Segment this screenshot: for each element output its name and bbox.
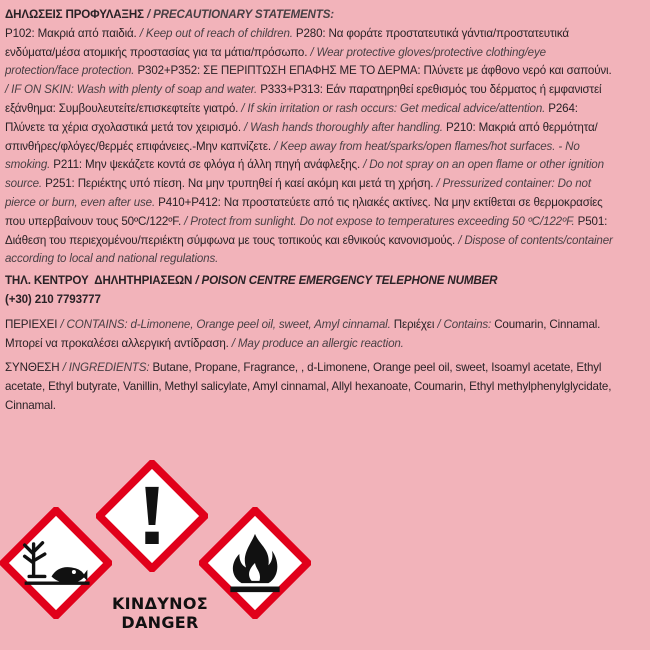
allergy-warning-en: / May produce an allergic reaction. (231, 336, 404, 350)
ingredients-section (5, 359, 617, 415)
statement-code: P102: (5, 26, 35, 40)
label-text-block (5, 6, 617, 416)
precautionary-section (5, 6, 617, 269)
statement-text-en: / Keep out of reach of children. (139, 26, 293, 40)
statement-text-gr: Εάν παρατηρηθεί ερεθισμός του δέρματος ή εμφανιστεί εξάνθημα: Συμβουλευτείτε/επισκεφτείτε γιατρό. (5, 83, 602, 115)
contains-label-en: / CONTAINS: (60, 317, 128, 331)
statement-code: P410+P412: (158, 195, 221, 209)
statement-text-gr: Μακριά από θερμότητα/σπινθήρες/φλόγες/θερμές επιφάνειες.-Μην καπνίζετε. (5, 120, 598, 153)
allergy-warning-gr: Μπορεί να προκαλέσει αλλεργική αντίδραση. (5, 336, 229, 350)
statement-text-gr: Μακριά από παιδιά. (37, 26, 137, 40)
statement-text-gr: Μην ψεκάζετε κοντά σε φλόγα ή άλλη πηγή ανάφλεξης. (85, 158, 361, 172)
exclamation-mark-icon (96, 460, 208, 572)
statement-text-en: / Protect from sunlight. Do not expose to temperatures exceeding 50 ºC/122ºF. (184, 214, 575, 228)
statement-text-gr: Να φοράτε προστατευτικά γάντια/προστατευτικά ενδύματα/μέσα ατομικής προστασίας για τα μάτια/πρόσωπο. (5, 26, 569, 59)
poison-centre-phone: (+30) 210 7793777 (5, 292, 101, 306)
poison-centre-section (5, 272, 617, 310)
ingredients-label-en: / INGREDIENTS: (62, 361, 150, 375)
statement-text-en: / Wear protective gloves/protective clothing/eye protection/face protection. (5, 45, 546, 78)
signal-word (95, 594, 225, 632)
contains-substances: d-Limonene, Orange peel oil, sweet, Amyl cinnamal. (130, 317, 391, 331)
statement-code: P251: (45, 177, 75, 191)
signal-word-gr: ΚΙΝΔΥΝΟΣ (111, 594, 209, 613)
contains-section (5, 316, 617, 354)
statement-text-en: / Do not spray on an open flame or other ignition source. (5, 158, 604, 191)
poison-centre-label-en: / POISON CENTRE EMERGENCY TELEPHONE NUMBER (195, 274, 498, 288)
statement-code: P501: (577, 214, 608, 228)
contains-label-gr: ΠΕΡΙΕΧΕΙ (5, 317, 58, 331)
statement-text-gr: Πλύνετε τα χέρια σχολαστικά μετά τον χειρισμό. (5, 120, 241, 134)
poison-centre-label: ΤΗΛ. ΚΕΝΤΡΟΥ ΔΗΛΗΤΗΡΙΑΣΕΩΝ (5, 274, 193, 288)
environment-hazard-pictogram (0, 465, 102, 577)
statement-text-en: / Dispose of contents/container according to local and national regulations. (5, 233, 613, 266)
statement-code: P302+P352: (137, 64, 201, 78)
statement-code: P264: (548, 101, 578, 115)
contains-label2-en: / Contains: (437, 317, 492, 331)
statement-code: P211: (53, 158, 82, 172)
statement-text-gr: ΣΕ ΠΕΡΙΠΤΩΣΗ ΕΠΑΦΗΣ ΜΕ ΤΟ ΔΕΡΜΑ: Πλύνετε με άφθονο νερό και σαπούνι. (203, 64, 612, 78)
statement-text-en: / IF ON SKIN: Wash with plenty of soap and water. (5, 83, 258, 97)
signal-word-en: DANGER (121, 613, 199, 632)
statement-code: P210: (445, 120, 476, 134)
statement-text-gr: Περιέκτης υπό πίεση. Να μην τρυπηθεί ή καεί ακόμη και μετά τη χρήση. (77, 177, 434, 191)
statement-text-en: / Keep away from heat/sparks/open flames/hot surfaces. - No smoking. (5, 139, 580, 172)
statement-text-gr: Διάθεση του περιεχομένου/περιέκτη σύμφωνα με τους τοπικούς και εθνικούς κανονισμούς. (5, 233, 456, 247)
statement-text-en: / If skin irritation or rash occurs: Get medical advice/attention. (241, 101, 546, 115)
statement-code: P280: (295, 26, 326, 40)
statement-code: P333+P313: (260, 83, 323, 97)
statement-text-gr: Να προστατεύετε από τις ηλιακές ακτίνες. Να μην εκτίθεται σε θερμοκρασίες που υπερβαίνουν τους 50ºC/122ºF. (5, 195, 603, 228)
ingredients-label-gr: ΣΥΝΘΕΣΗ (5, 361, 60, 375)
exclamation-pictogram (96, 460, 208, 572)
contains-substances-2: Coumarin, Cinnamal. (494, 317, 601, 331)
contains-label2-gr: Περιέχει (393, 317, 435, 331)
statement-text-en: / Wash hands thoroughly after handling. (243, 120, 443, 134)
ingredients-list: Butane, Propane, Fragrance, , d-Limonene, Orange peel oil, sweet, Isoamyl acetate, Ethyl acetate, Ethyl butyrate, Vanillin, Methyl salicylate, Amyl cinnamal, Allyl hexanoate, Coumarin, Ethyl methylphenylglycidate, Cinnamal. (5, 361, 612, 412)
precautionary-statements (5, 27, 613, 266)
statement-text-en: / Pressurized container: Do not pierce or burn, even after use. (5, 177, 591, 209)
precautionary-header: ΔΗΛΩΣΕΙΣ ΠΡΟΦΥΛΑΞΗΣ / PRECAUTIONARY STATEMENTS: (5, 8, 334, 21)
